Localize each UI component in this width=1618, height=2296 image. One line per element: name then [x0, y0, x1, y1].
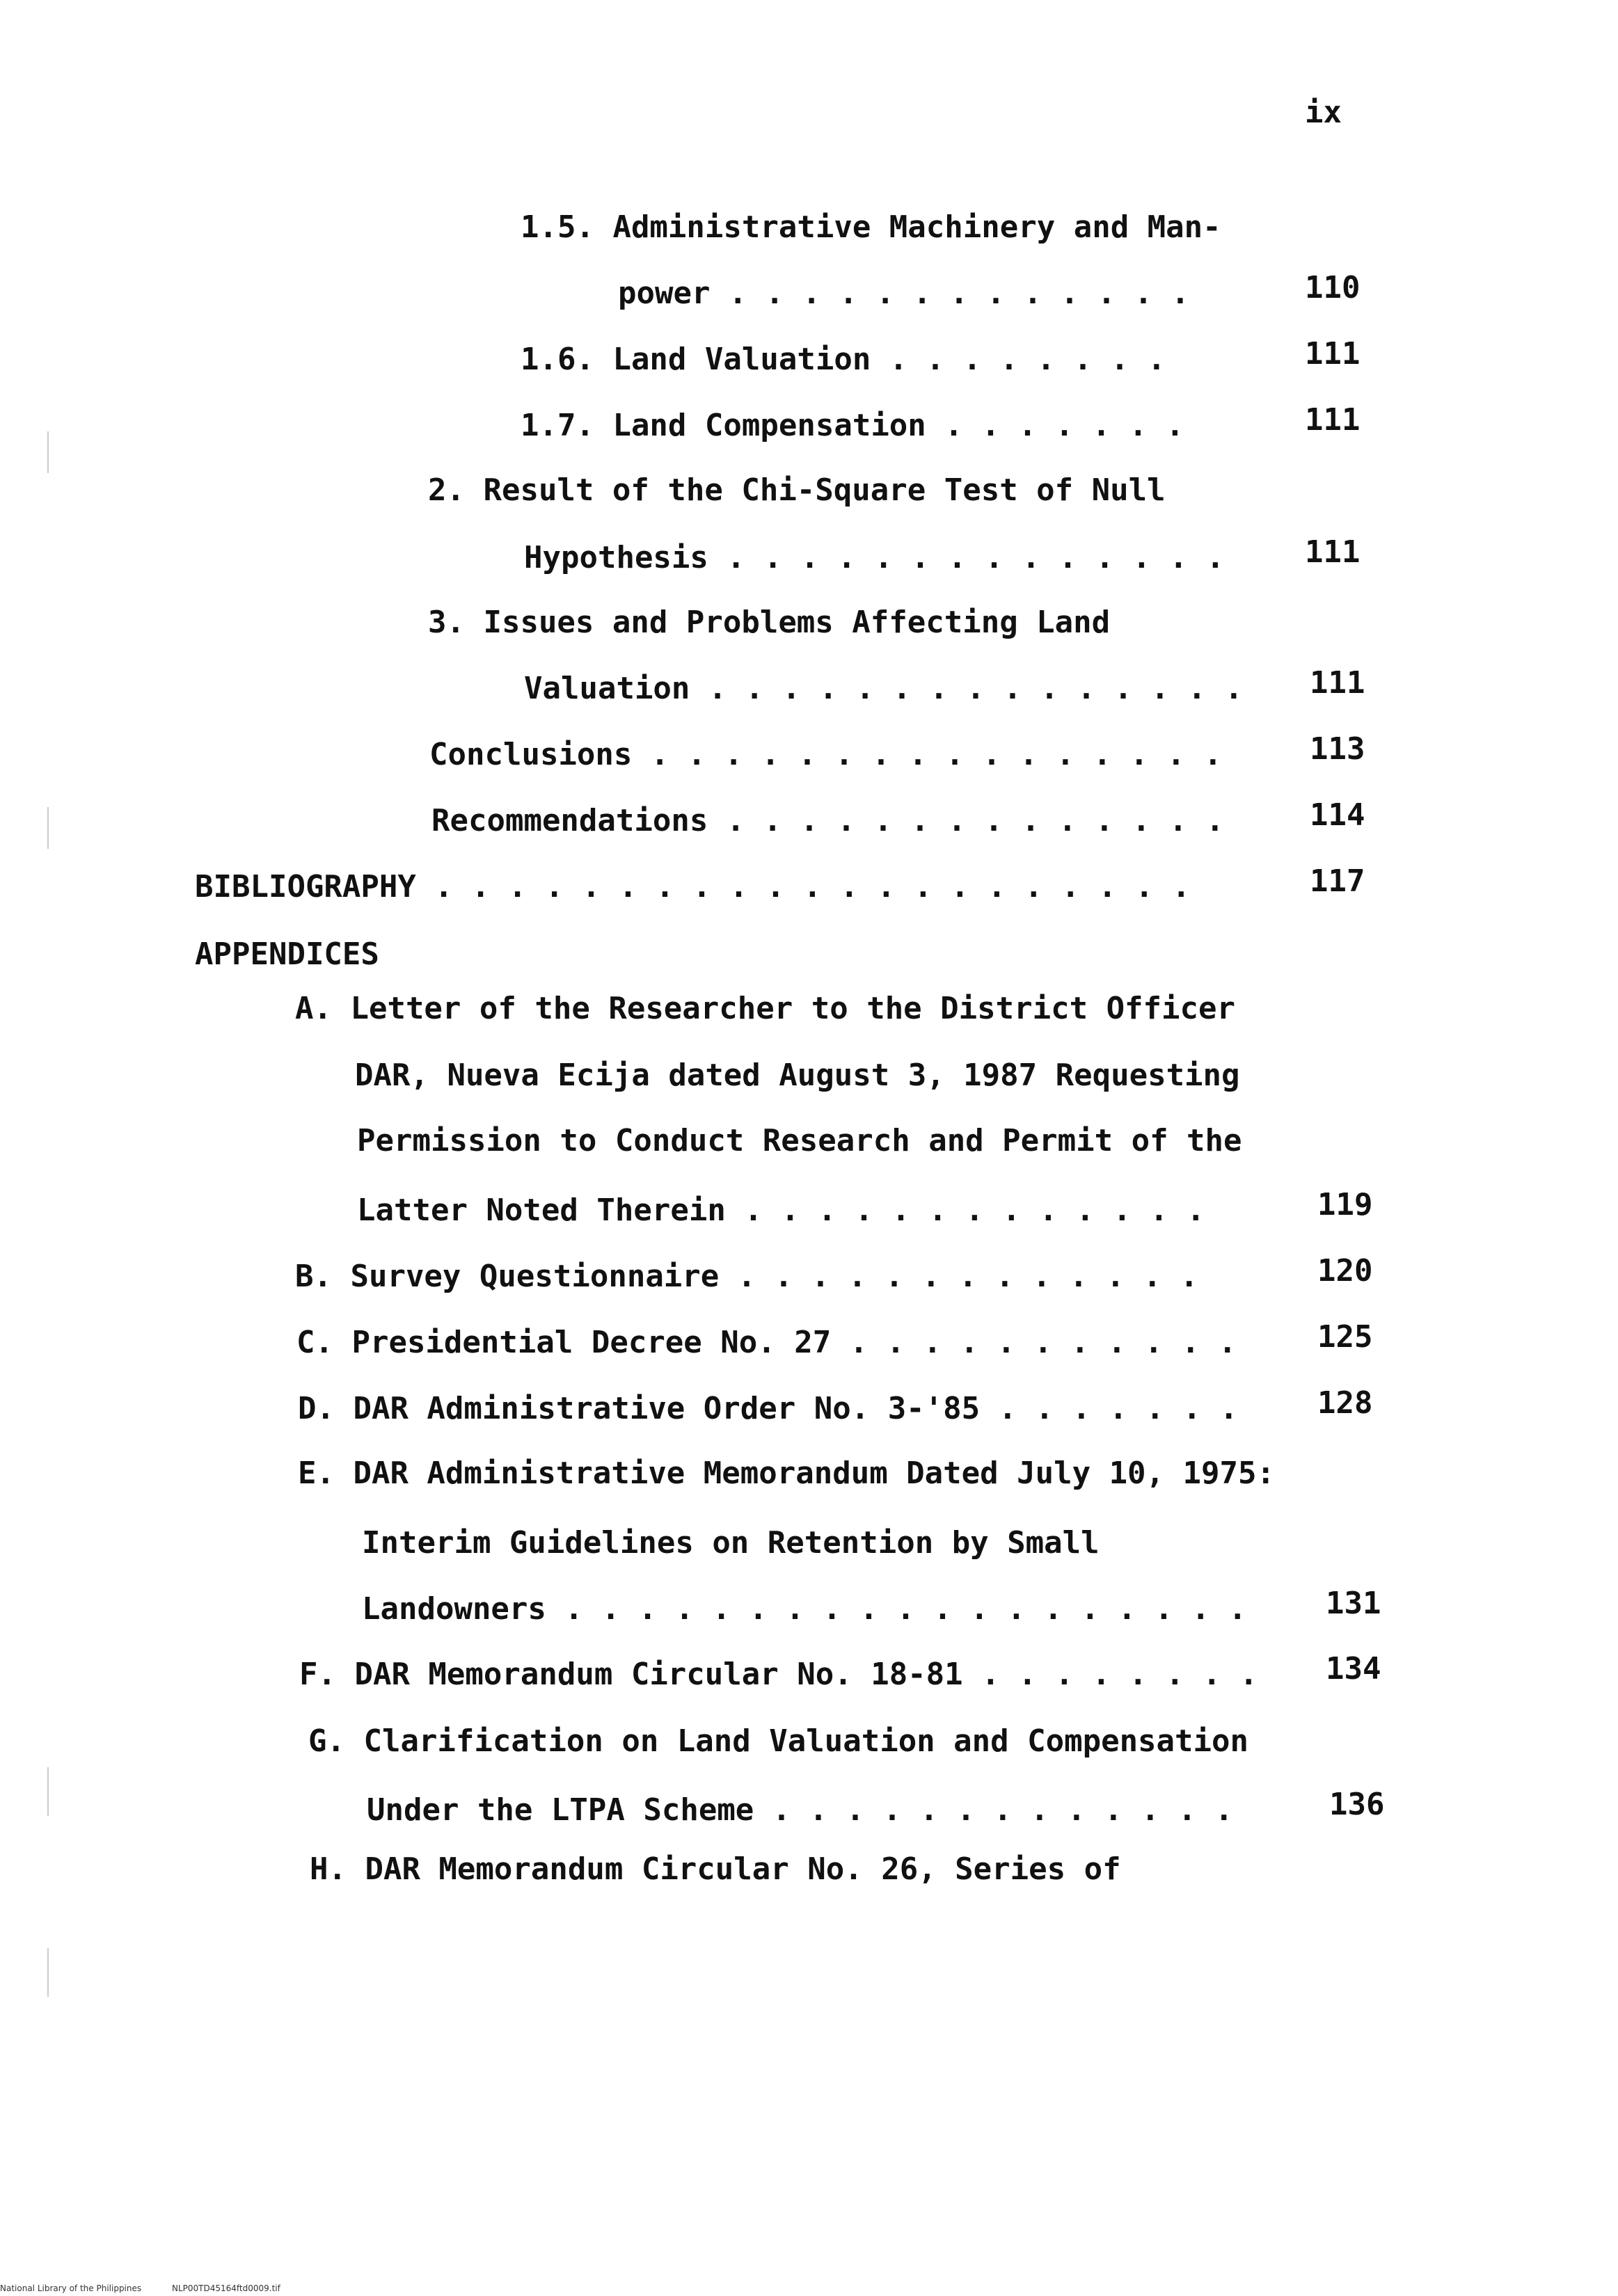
toc-entry: Hypothesis . . . . . . . . . . . . . . — [524, 540, 1225, 575]
toc-entry: 1.7. Land Compensation . . . . . . . — [521, 408, 1184, 443]
toc-entry: Conclusions . . . . . . . . . . . . . . . . — [429, 737, 1223, 772]
toc-entry: DAR, Nueva Ecija dated August 3, 1987 Requesting — [355, 1058, 1240, 1093]
page-number: ix — [1305, 95, 1342, 130]
toc-page-number: 128 — [1317, 1385, 1373, 1421]
toc-entry: H. DAR Memorandum Circular No. 26, Series of — [310, 1851, 1121, 1887]
scan-artifact — [47, 431, 49, 473]
scan-artifact — [47, 1948, 49, 1997]
toc-entry: Landowners . . . . . . . . . . . . . . . . . . . — [362, 1591, 1247, 1627]
toc-entry: A. Letter of the Researcher to the District Officer — [295, 991, 1236, 1026]
scan-artifact — [47, 1767, 49, 1816]
toc-page-number: 136 — [1329, 1787, 1385, 1822]
toc-page-number: 125 — [1317, 1319, 1373, 1355]
toc-entry: Valuation . . . . . . . . . . . . . . . — [524, 671, 1244, 706]
toc-page-number: 110 — [1305, 270, 1361, 305]
toc-entry: F. DAR Memorandum Circular No. 18-81 . . . . . . . . — [299, 1657, 1258, 1692]
toc-page-number: 134 — [1326, 1651, 1381, 1687]
toc-page-number: 117 — [1310, 863, 1365, 899]
toc-page-number: 111 — [1305, 336, 1361, 372]
toc-entry: B. Survey Questionnaire . . . . . . . . . . . . . — [295, 1259, 1199, 1294]
footer-library: National Library of the Philippines — [0, 2283, 142, 2293]
toc-page-number: 114 — [1310, 797, 1365, 833]
toc-entry: D. DAR Administrative Order No. 3-'85 . . . . . . . — [298, 1391, 1239, 1426]
toc-entry: G. Clarification on Land Valuation and Compensation — [308, 1723, 1249, 1759]
toc-entry: 1.6. Land Valuation . . . . . . . . — [521, 342, 1166, 377]
toc-entry: E. DAR Administrative Memorandum Dated July 10, 1975: — [298, 1456, 1275, 1491]
toc-entry: Permission to Conduct Research and Permit of the — [357, 1123, 1242, 1158]
toc-entry: Interim Guidelines on Retention by Small — [362, 1525, 1100, 1561]
section-heading: APPENDICES — [195, 936, 379, 972]
scan-footer — [0, 2283, 308, 2293]
toc-page-number: 131 — [1326, 1586, 1381, 1621]
scan-artifact — [47, 807, 49, 849]
toc-entry: 2. Result of the Chi-Square Test of Null — [428, 472, 1166, 508]
toc-entry: 3. Issues and Problems Affecting Land — [428, 605, 1111, 640]
toc-page-number: 113 — [1310, 731, 1365, 767]
toc-entry: power . . . . . . . . . . . . . — [618, 276, 1190, 311]
toc-entry: C. Presidential Decree No. 27 . . . . . . . . . . . — [296, 1325, 1237, 1360]
toc-page-number: 111 — [1310, 665, 1365, 701]
toc-entry: BIBLIOGRAPHY . . . . . . . . . . . . . . . . . . . . . — [195, 869, 1191, 904]
toc-page-number: 119 — [1317, 1187, 1373, 1222]
toc-page-number: 111 — [1305, 402, 1361, 438]
footer-file: NLP00TD45164ftd0009.tif — [171, 2283, 280, 2293]
toc-entry: Latter Noted Therein . . . . . . . . . . . . . — [357, 1193, 1205, 1228]
toc-entry: 1.5. Administrative Machinery and Man- — [521, 209, 1221, 245]
toc-entry: Recommendations . . . . . . . . . . . . . . — [431, 803, 1225, 838]
toc-page-number: 120 — [1317, 1253, 1373, 1289]
toc-entry: Under the LTPA Scheme . . . . . . . . . . . . . — [367, 1792, 1234, 1828]
toc-page-number: 111 — [1305, 534, 1361, 570]
